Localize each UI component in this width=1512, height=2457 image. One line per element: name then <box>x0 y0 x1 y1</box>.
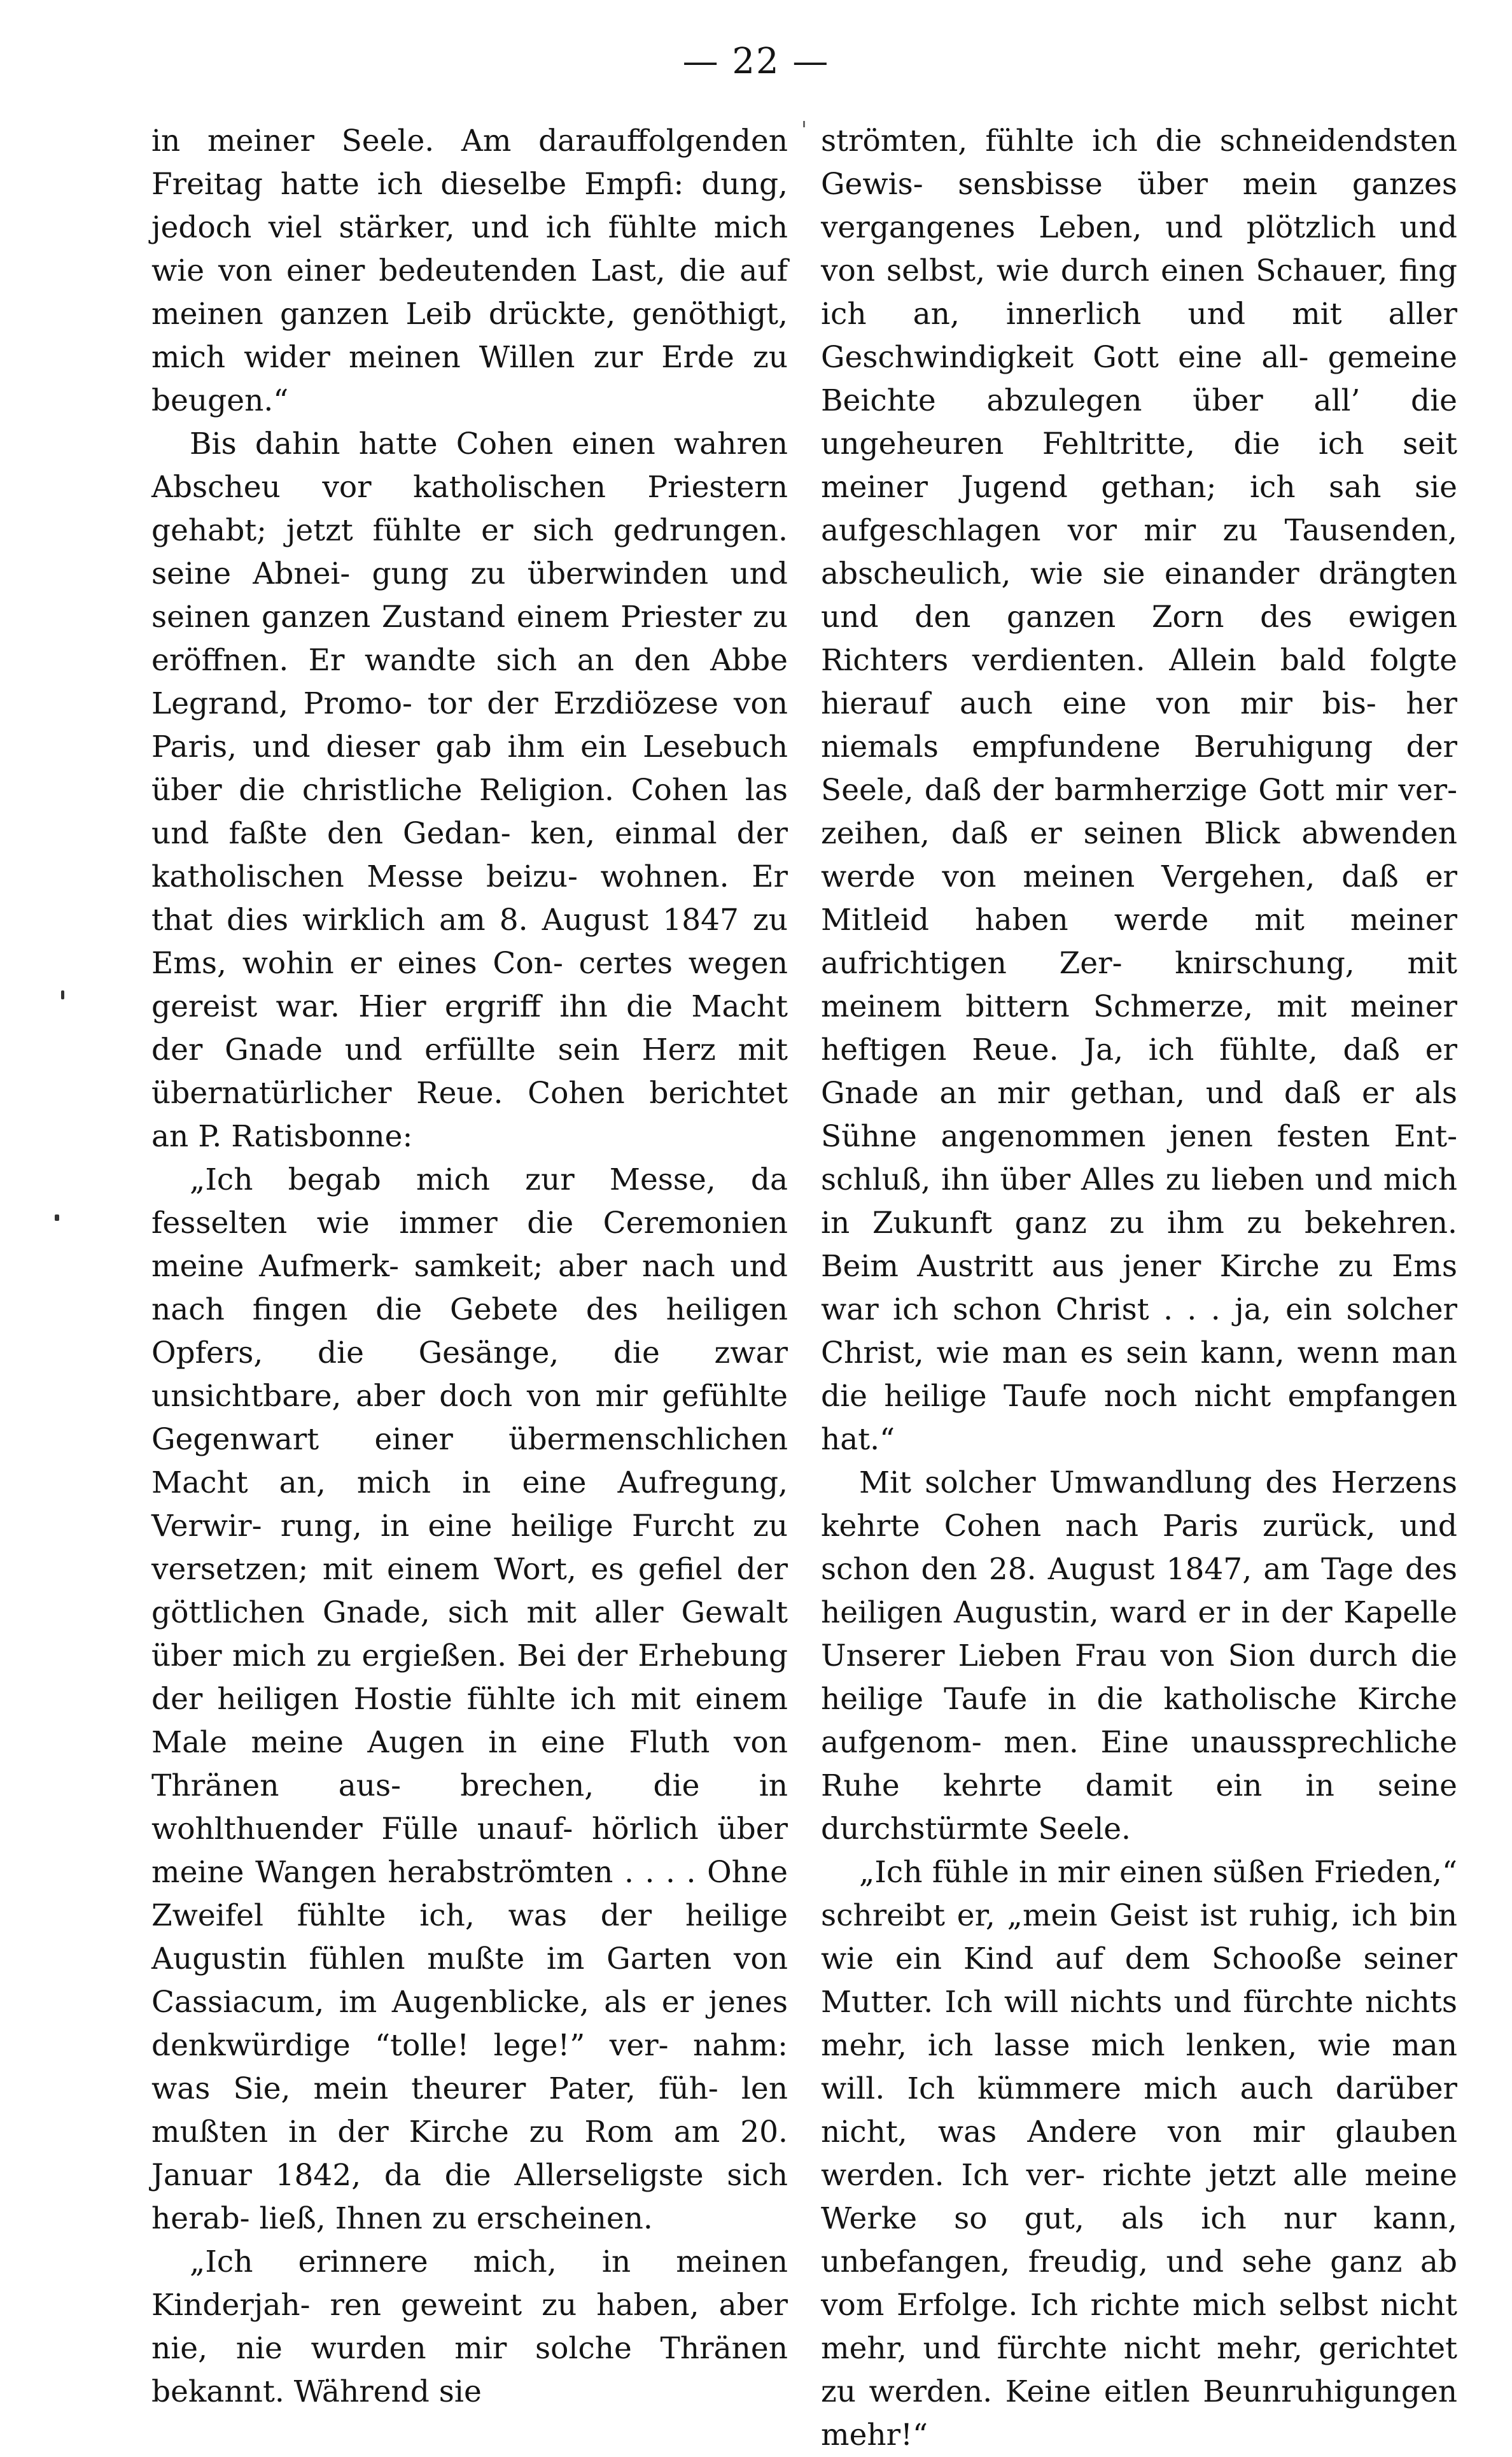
paragraph: „Ich erinnere mich, in meinen Kinderjah- ren geweint zu haben, aber nie, nie wurden mir solche Thränen bekannt. Während sie <box>151 2244 788 2409</box>
gutter-mark <box>803 121 805 127</box>
paragraph: „Ich fühle in mir einen süßen Frieden,“ schreibt er, „mein Geist ist ruhig, ich bin wie ein Kind auf dem Schooße seiner Mutter. Ich will nichts und fürchte nichts mehr, ich lasse mich lenken, wie man will. Ich kümmere mich auch darüber nicht, was Andere von mir glauben werden. Ich ver- richte jetzt alle meine Werke so gut, als ich nur kann, unbefangen, freudig, und sehe ganz ab vom Erfolge. Ich richte mich selbst nicht mehr, und fürchte nicht mehr, gerichtet zu werden. Keine eitlen Beunruhigungen mehr!“ <box>821 1855 1457 2453</box>
margin-speck <box>55 1214 59 1221</box>
page-number: — 22 — <box>682 41 830 82</box>
margin-speck <box>61 990 64 999</box>
paragraph: „Ich begab mich zur Messe, da fesselten wie immer die Ceremonien meine Aufmerk- samkeit; aber nach und nach fingen die Gebete des heiligen Opfers, die Gesänge, die zwar unsichtbare, aber doch von mir gefühlte Gegenwart einer übermenschlichen Macht an, mich in eine Aufregung, Verwir- rung, in eine heilige Furcht zu versetzen; mit einem Wort, es gefiel der göttlichen Gnade, sich mit aller Gewalt über mich zu ergießen. Bei der Erhebung der heiligen Hostie fühlte ich mit einem Male meine Augen in eine Fluth von Thränen aus- brechen, die in wohlthuender Fülle unauf- hörlich über meine Wangen herabströmten . . . . Ohne Zweifel fühlte ich, was der heilige Augustin fühlen mußte im Garten von Cassiacum, im Augenblicke, als er jenes denkwürdige “tolle! lege!” ver- nahm: was Sie, mein theurer Pater, füh- len mußten in der Kirche zu Rom am 20. Januar 1842, da die Allerseligste sich herab- ließ, Ihnen zu erscheinen. <box>151 1162 788 2236</box>
paragraph: Mit solcher Umwandlung des Herzens kehrte Cohen nach Paris zurück, und schon den 28. August 1847, am Tage des heiligen Augustin, ward er in der Kapelle Unserer Lieben Frau von Sion durch die heilige Taufe in die katholische Kirche aufgenom- men. Eine unaussprechliche Ruhe kehrte damit ein in seine durchstürmte Seele. <box>821 1465 1457 1847</box>
paragraph: strömten, fühlte ich die schneidendsten Gewis- sensbisse über mein ganzes vergangenes Leben, und plötzlich und von selbst, wie durch einen Schauer, fing ich an, innerlich und mit aller Geschwindigkeit Gott eine all- gemeine Beichte abzulegen über all’ die ungeheuren Fehltritte, die ich seit meiner Jugend gethan; ich sah sie aufgeschlagen vor mir zu Tausenden, abscheulich, wie sie einander drängten und den ganzen Zorn des ewigen Richters verdienten. Allein bald folgte hierauf auch eine von mir bis- her niemals empfundene Beruhigung der Seele, daß der barmherzige Gott mir ver- zeihen, daß er seinen Blick abwenden werde von meinen Vergehen, daß er Mitleid haben werde mit meiner aufrichtigen Zer- knirschung, mit meinem bittern Schmerze, mit meiner heftigen Reue. Ja, ich fühlte, daß er Gnade an mir gethan, und daß er als Sühne angenommen jenen festen Ent- schluß, ihn über Alles zu lieben und mich in Zukunft ganz zu ihm zu bekehren. Beim Austritt aus jener Kirche zu Ems war ich schon Christ . . . ja, ein solcher Christ, wie man es sein kann, wenn man die heilige Taufe noch nicht empfangen hat.“ <box>821 123 1457 1457</box>
paragraph: Bis dahin hatte Cohen einen wahren Abscheu vor katholischen Priestern gehabt; jetzt fühlte er sich gedrungen. seine Abnei- gung zu überwinden und seinen ganzen Zustand einem Priester zu eröffnen. Er wandte sich an den Abbe Legrand, Promo- tor der Erzdiözese von Paris, und dieser gab ihm ein Lesebuch über die christliche Religion. Cohen las und faßte den Gedan- ken, einmal der katholischen Messe beizu- wohnen. Er that dies wirklich am 8. August 1847 zu Ems, wohin er eines Con- certes wegen gereist war. Hier ergriff ihn die Macht der Gnade und erfüllte sein Herz mit übernatürlicher Reue. Cohen berichtet an P. Ratisbonne: <box>151 426 788 1154</box>
right-column <box>821 120 1457 2457</box>
paragraph: in meiner Seele. Am darauffolgenden Freitag hatte ich dieselbe Empfi: dung, jedoch viel stärker, und ich fühlte mich wie von einer bedeutenden Last, die auf meinen ganzen Leib drückte, genöthigt, mich wider meinen Willen zur Erde zu beugen.“ <box>151 123 788 418</box>
left-column <box>151 120 788 2414</box>
